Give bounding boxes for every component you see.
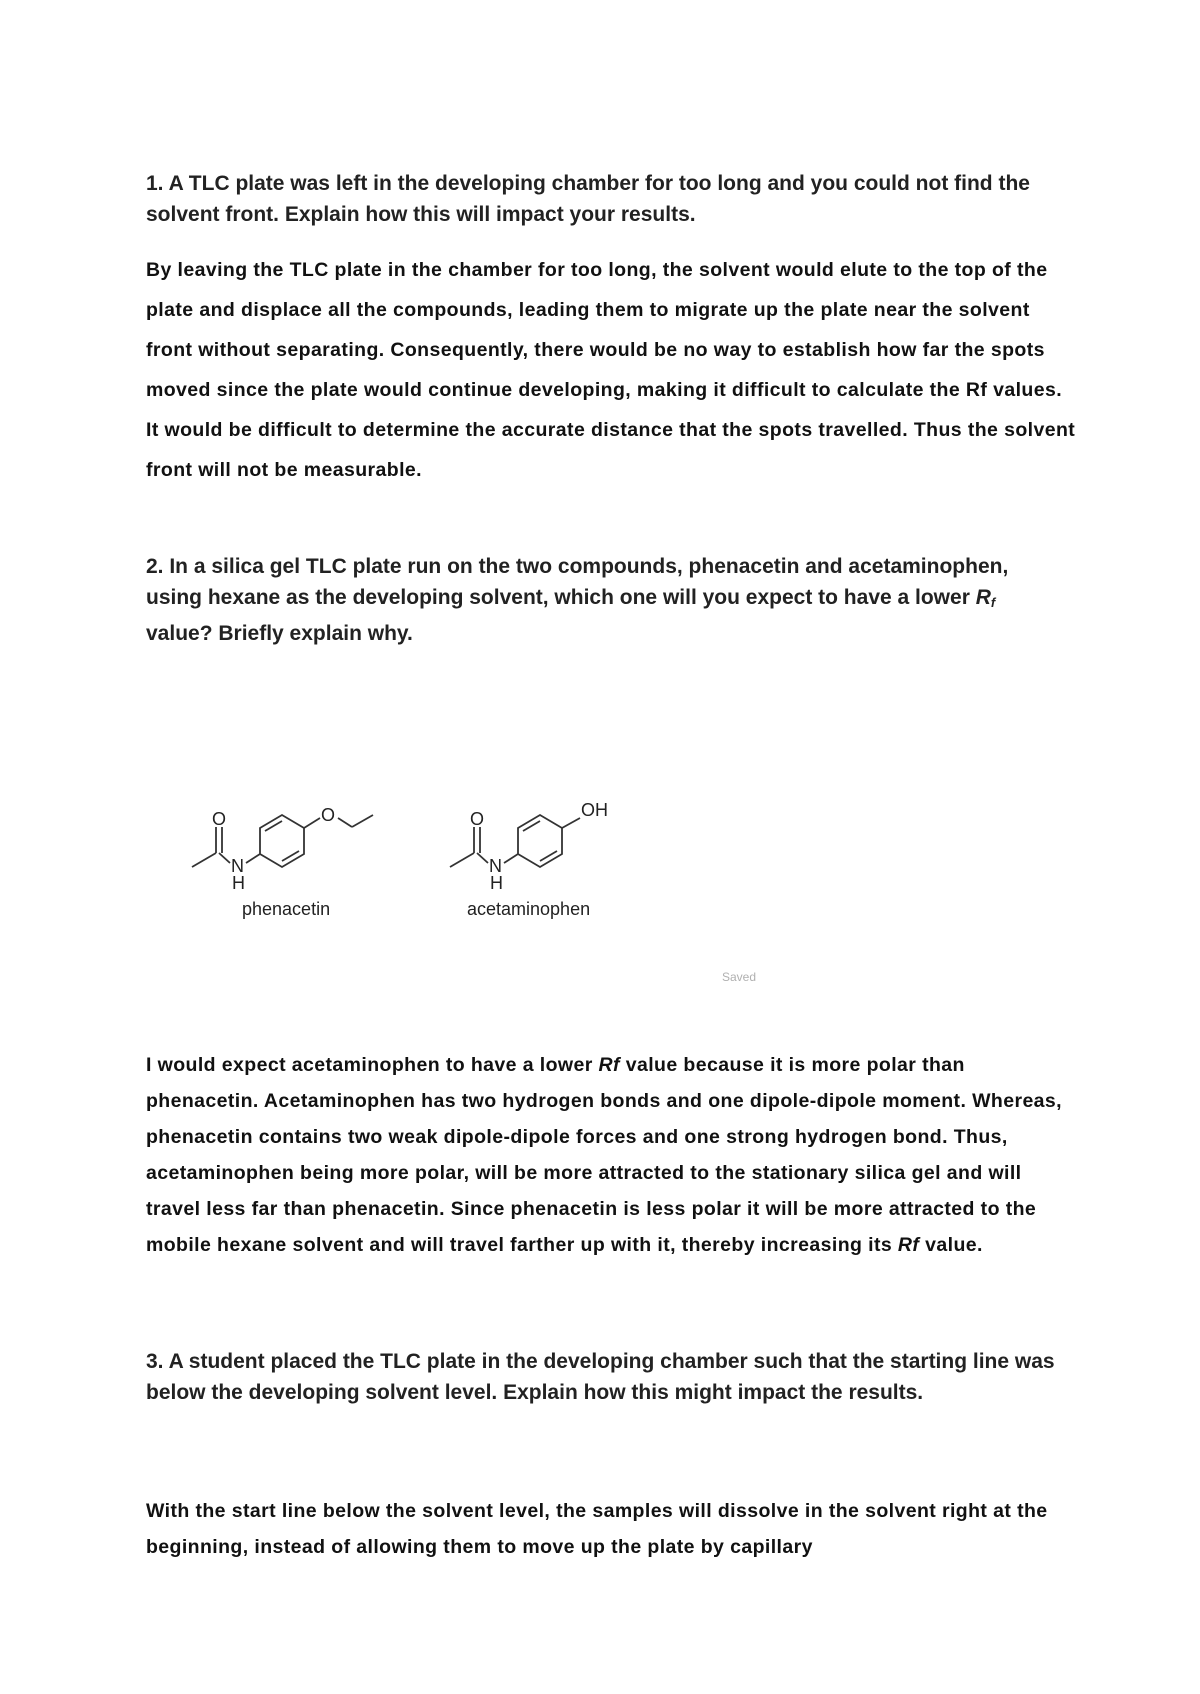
- acetaminophen-n: N: [489, 856, 502, 876]
- acetaminophen-oh: OH: [581, 800, 608, 820]
- answer-2-rf-2: Rf: [897, 1234, 920, 1256]
- question-2-text-after: value? Briefly explain why.: [146, 622, 413, 645]
- acetaminophen-h: H: [490, 873, 503, 893]
- answer-1: By leaving the TLC plate in the chamber for too long, the solvent would elute to the top of the plate and displace all the compounds, leading them to migrate up the plate near the solvent front without separating. Consequently, there would be no way to establish how far the spots moved since the plate would continue developing, making it difficult to calculate the Rf values. It would be difficult to determine the accurate distance that the spots travelled. Thus the solvent front will not be measurable.: [146, 259, 1076, 481]
- answer-2: [146, 1047, 1076, 1263]
- phenacetin-h: H: [232, 873, 245, 893]
- question-2: [146, 551, 1066, 649]
- answer-2-part1: I would expect acetaminophen to have a lower: [146, 1054, 599, 1076]
- answer-2-part3: value.: [919, 1234, 983, 1256]
- question-1: 1. A TLC plate was left in the developing chamber for too long and you could not find the solvent front. Explain how this will impact your results.: [146, 172, 1030, 226]
- question-2-text-before: 2. In a silica gel TLC plate run on the two compounds, phenacetin and acetaminophen, using hexane as the developing solvent, which one will you expect to have a lower: [146, 555, 1009, 609]
- phenacetin-n: N: [231, 856, 244, 876]
- rf-subscript: f: [990, 595, 996, 610]
- phenacetin-label: phenacetin: [242, 899, 331, 919]
- saved-status: Saved: [722, 970, 757, 984]
- answer-2-rf-1: Rf: [598, 1054, 620, 1076]
- question-3: 3. A student placed the TLC plate in the developing chamber such that the starting line was below the developing solvent level. Explain how this might impact the results.: [146, 1350, 1055, 1404]
- chemical-structures-figure: [180, 785, 660, 925]
- answer-2-part2: value because it is more polar than phenacetin. Acetaminophen has two hydrogen bonds and one dipole-dipole moment. Whereas, phenacetin contains two weak dipole-dipole forces and one strong hydrogen bond. Thus, acetaminophen being more polar, will be more attracted to the stationary silica gel and will travel less far than phenacetin. Since phenacetin is less polar it will be more attracted to the mobile hexane solvent and will travel farther up with it, thereby increasing its: [146, 1054, 1062, 1256]
- acetaminophen-label: acetaminophen: [467, 899, 591, 919]
- phenacetin-ether-o: O: [321, 805, 336, 825]
- rf-symbol: R: [975, 586, 991, 609]
- answer-3: With the start line below the solvent level, the samples will dissolve in the solvent right at the beginning, instead of allowing them to move up the plate by capillary: [146, 1500, 1048, 1558]
- phenacetin-carbonyl-o: O: [212, 809, 227, 829]
- acetaminophen-carbonyl-o: O: [470, 809, 485, 829]
